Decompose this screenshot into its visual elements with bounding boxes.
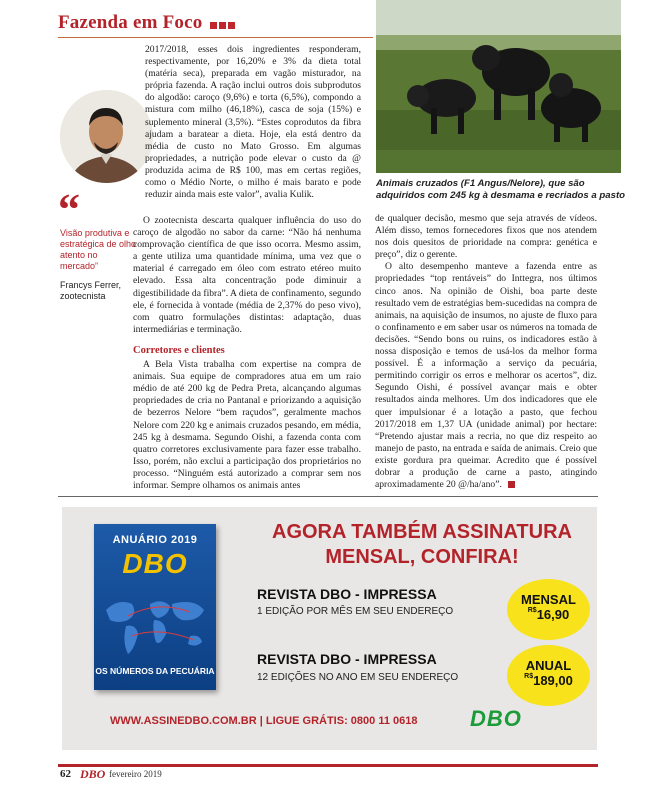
- article-column-1-top: [145, 44, 361, 201]
- article-paragraph-text: O alto desempenho manteve a fazenda entre as propriedades “top rentáveis” do Inttegra, nos últimos cinco anos. Na opinião de Oishi, boa parte deste resultado vem de estratégias bem-sucedidas na compra de animais, na aquisição de insumos, no ajuste de fluxo para o confinamento e em saber usar os números na tomada de decisões. “Sendo bons ou ruins, os indicadores estão à nossa disposição e temos de usá-los da melhor forma possível. É a informação a serviço da pecuária, permitindo corrigir os erros e melhorar os acertos”, diz. Segundo Oishi, é possível avançar mais e obter resultados ainda melhores. Um dos indicadores que ele quer impulsionar é a lotação a pasto, que fechou 2017/2018 em 1,37 UA (unidade animal) por hectare: “Pretendo ajustar mais a recria, no que diz respeito ao manejo de pasto, na entrada e saída de animais. Creio que existe gordura pra queimar. Acredito que é possível dobrar a produção de carne a pasto, atingindo aproximadamente 20 @/ha/ano”.: [375, 261, 597, 491]
- ad-headline-line-2: MENSAL, CONFIRA!: [325, 546, 519, 568]
- dbo-logo: DBO: [470, 706, 522, 731]
- section-title: [58, 12, 235, 35]
- price-badge-annual[interactable]: [507, 645, 590, 706]
- price-annual-value-wrap: [507, 673, 590, 688]
- article-paragraph: 2017/2018, esses dois ingredientes responderam, respectivamente, por 16,20% e 3% da dieta total (matéria seca), preparada em vagão misturador, na própria fazenda. A ração inclui outros dois subprodutos do algodão: caroço (9,6%) e torta (6,5%), compondo a mistura com milho (46,18%), casca de soja (15%) e suplemento mineral (3,5%). “Estes coprodutos da fibra ajudam a baratear a dieta. Hoje, ela está dentro da média de custo no Mato Grosso. Em algumas propriedades, a nutrição pode elevar o custo da @ produzida acima de R$ 100, mas em certas regiões, como o Médio Norte, o milho é mais barato e pode reduzir ainda mais este valor”, avalia Kulik.: [145, 44, 361, 201]
- offer-annual-desc: 12 EDIÇÕES NO ANO EM SEU ENDEREÇO: [257, 672, 459, 683]
- end-mark: [508, 481, 515, 488]
- offer-monthly-title: REVISTA DBO - IMPRESSA: [257, 586, 437, 602]
- photo-caption: Animais cruzados (F1 Angus/Nelore), que são adquiridos com 245 kg à desmama e recriados a pasto: [376, 178, 626, 201]
- ad-headline-line-1: AGORA TAMBÉM ASSINATURA: [272, 521, 572, 543]
- author-portrait: [60, 90, 153, 183]
- ad-headline: [257, 520, 587, 570]
- yearbook-cover: [94, 524, 216, 690]
- article-paragraph: O zootecnista descarta qualquer influência do uso do caroço de algodão no sabor da carne: “Não há nenhuma comprovação científica de que isso ocorra. Mesmo assim, a gente utiliza uma quantidade mínima, uma vez que o material é carregado em óleo com estrato etéreo muito elevado. Essa alta concentração pode diminuir a digestibilidade da fibra”. A dieta de confinamento, segundo ele, é fornecida à vontade (média de 2,37% do peso vivo), com quatro formulações distintas: adaptação, duas intermediárias e terminação.: [133, 215, 361, 335]
- quote-author: [60, 280, 140, 302]
- article-paragraph: de qualquer decisão, mesmo que seja através de vídeos. Além disso, temos fornecedores fixos que nos atendem nos dois quesitos de prioridade na compra: genética e preço”, diz o gerente.: [375, 213, 597, 261]
- price-annual-label: ANUAL: [525, 658, 572, 673]
- article-column-1: [133, 215, 361, 492]
- offer-annual-title: REVISTA DBO - IMPRESSA: [257, 651, 437, 667]
- subscription-ad[interactable]: [62, 507, 597, 750]
- ad-contact-link[interactable]: WWW.ASSINEDBO.COM.BR | LIGUE GRÁTIS: 0800 11 0618: [110, 715, 418, 727]
- footer-date: fevereiro 2019: [109, 769, 162, 779]
- article-column-2: [375, 213, 597, 491]
- article-paragraph: A Bela Vista trabalha com expertise na compra de animais. Sua equipe de compradores atua em um raio médio de até 200 kg de Pedra Preta, alcançando algumas propriedades de cria no Pantanal e priorizando a aquisição de bezerros Nelore “bem raçudos”, geralmente machos Nelore com 220 kg e animais cruzados pesando, em média, 245 kg à desmama. Segundo Oishi, a fazenda conta com quatro corretores exclusivamente para fazer esse trabalho. Isso, porém, não exclui a participação dos proprietários no processo. “Ninguém está autorizado a comprar sem nos informar. Sempre olhamos os animais antes: [133, 359, 361, 491]
- price-annual-value: 189,00: [533, 673, 573, 688]
- price-badge-monthly[interactable]: [507, 579, 590, 640]
- price-monthly-label: MENSAL: [521, 592, 576, 607]
- ad-separator: [58, 496, 598, 497]
- article-subhead: Corretores e clientes: [133, 344, 225, 356]
- footer-rule: [58, 764, 598, 767]
- price-monthly-value: 16,90: [536, 607, 570, 622]
- price-monthly-currency: R$: [527, 607, 537, 614]
- world-map-icon: [98, 590, 212, 660]
- cover-logo: DBO: [122, 548, 188, 579]
- cover-year: ANUÁRIO 2019: [112, 534, 198, 546]
- cover-subtitle: OS NÚMEROS DA PECUÁRIA: [95, 666, 215, 676]
- page-number: 62: [60, 768, 71, 780]
- section-rule: [58, 37, 373, 38]
- offer-monthly-desc: 1 EDIÇÃO POR MÊS EM SEU ENDEREÇO: [257, 606, 454, 617]
- pull-quote: Visão produtiva e estratégica de olho atento no mercado”: [60, 228, 137, 271]
- quote-mark: “: [58, 185, 80, 234]
- section-title-squares: [208, 13, 235, 35]
- footer-magazine: DBO: [80, 767, 106, 781]
- section-title-text: Fazenda em Foco: [58, 12, 203, 33]
- price-monthly-value-wrap: [507, 607, 590, 622]
- quote-author-name: Francys Ferrer,: [60, 280, 122, 290]
- price-annual-currency: R$: [524, 673, 534, 680]
- article-paragraph: [375, 261, 597, 491]
- cattle-photo: [376, 0, 621, 173]
- quote-author-role: zootecnista: [60, 291, 106, 301]
